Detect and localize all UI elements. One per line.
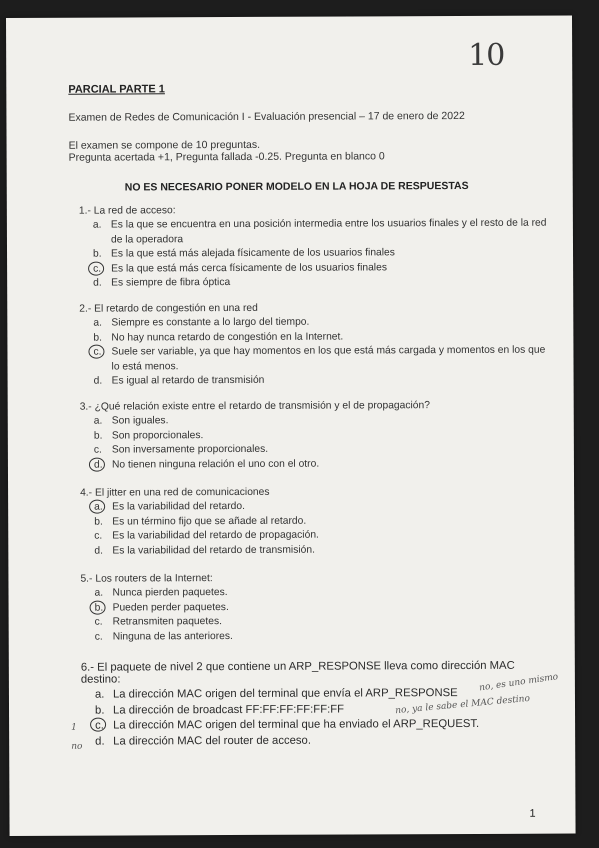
option-text: Es la variabilidad del retardo de propagación. [112, 529, 319, 542]
option-letter: c. [93, 262, 101, 277]
option-letter: d. [94, 458, 103, 473]
option-text: Es la que está más cerca físicamente de los usuarios finales [111, 261, 387, 275]
option-letter: b. [93, 248, 102, 260]
exam-info-scoring: Pregunta acertada +1, Pregunta fallada -0.25. Pregunta en blanco 0 [68, 150, 385, 164]
option-letter: d. [94, 545, 103, 557]
option-text: Suele ser variable, ya que hay momentos en los que está más cargada y momentos en los que lo está menos. [111, 344, 546, 373]
notice-heading: NO ES NECESARIO PONER MODELO EN LA HOJA DE RESPUESTAS [124, 179, 469, 194]
option-c-selected [79, 344, 549, 375]
option-text: La dirección MAC del router de acceso. [113, 734, 311, 748]
option-text: Son proporcionales. [111, 429, 204, 442]
handwritten-note-q6a: no, es uno mismo [478, 672, 559, 694]
option-text: Ninguna de las anteriores. [112, 630, 233, 643]
option-letter: c. [93, 444, 102, 456]
option-letter: b. [94, 704, 105, 717]
option-letter: b. [95, 601, 104, 616]
option-text: Son iguales. [111, 415, 169, 427]
question-stem: 2.- El retardo de congestión en una red [79, 302, 258, 315]
option-text: La dirección MAC origen del terminal que ha enviado el ARP_REQUEST. [113, 717, 480, 732]
option-text: Es la que se encuentra en una posición intermedia entre los usuarios finales y el resto de la red de la operadora [110, 217, 547, 246]
option-letter: c. [94, 616, 103, 628]
exam-header-line: Examen de Redes de Comunicación I - Evaluación presencial – 17 de enero de 2022 [68, 109, 465, 124]
option-letter: a. [93, 415, 103, 427]
handwritten-note-q6b: no, ya le sabe el MAC destino [394, 693, 531, 717]
option-text: Es la variabilidad del retardo de transmisión. [112, 544, 315, 557]
question-stem: 1.- La red de acceso: [78, 205, 176, 217]
question-stem: 4.- El jitter en una red de comunicaciones [80, 486, 270, 499]
page-title: PARCIAL PARTE 1 [68, 83, 165, 96]
option-text: Es siempre de fibra óptica [111, 277, 231, 289]
option-d [80, 542, 550, 559]
option-letter: a. [93, 317, 102, 329]
question-3 [80, 400, 550, 473]
option-d [81, 628, 551, 645]
option-text: Es igual al retardo de transmisión [111, 374, 265, 387]
option-letter: b. [94, 516, 103, 528]
option-text: Es la variabilidad del retardo. [112, 500, 245, 513]
page-number: 1 [529, 807, 536, 820]
option-text: La dirección MAC origen del terminal que envía el ARP_RESPONSE [112, 687, 458, 701]
option-text: La dirección de broadcast FF:FF:FF:FF:FF:FF [112, 703, 345, 717]
option-letter: b. [93, 332, 103, 344]
option-text: No hay nunca retardo de congestión en la Internet. [111, 331, 344, 344]
option-a [79, 217, 549, 248]
handwritten-note-q6d: no [71, 741, 83, 752]
question-4 [80, 486, 550, 559]
option-letter: d. [93, 277, 102, 289]
option-letter: b. [93, 430, 103, 442]
option-text: Es un término fijo que se añade al retardo. [112, 515, 307, 528]
exam-info-count: El examen se compone de 10 preguntas. [68, 138, 261, 152]
option-letter: c. [95, 719, 104, 735]
option-letter: a. [94, 688, 105, 701]
handwritten-note-q6c: 1 [71, 722, 77, 733]
question-stem: 5.- Los routers de la Internet: [80, 573, 213, 585]
option-text: Retransmiten paquetes. [112, 616, 222, 628]
option-letter: c. [93, 346, 101, 361]
question-stem: 6.- El paquete de nivel 2 que contiene un ARP_RESPONSE lleva como dirección MAC destino: [80, 659, 515, 686]
option-text: No tienen ninguna relación el uno con el otro. [111, 458, 320, 471]
option-text: Siempre es constante a lo largo del tiempo. [111, 316, 310, 329]
question-1 [79, 204, 549, 292]
option-letter: a. [94, 587, 104, 599]
option-d [81, 732, 551, 750]
option-d [80, 373, 550, 390]
option-letter: c. [94, 530, 103, 542]
option-letter: d. [93, 375, 103, 387]
option-d-selected [80, 456, 550, 473]
option-text: Pueden perder paquetes. [112, 601, 229, 614]
handwritten-score: 10 [468, 37, 505, 73]
question-2 [79, 302, 549, 390]
option-letter: d. [95, 735, 105, 748]
question-stem: 3.- ¿Qué relación existe entre el retardo de transmisión y el de propagación? [79, 400, 431, 413]
option-text: Nunca pierden paquetes. [112, 587, 228, 599]
question-5 [80, 572, 550, 645]
option-letter: a. [92, 219, 102, 231]
option-text: Es la que está más alejada físicamente de los usuarios finales [111, 247, 395, 260]
exam-sheet [6, 16, 576, 836]
option-text: Son inversamente proporcionales. [111, 443, 269, 456]
option-d [79, 275, 549, 292]
option-letter: a. [94, 501, 103, 516]
option-letter: c. [94, 631, 103, 643]
